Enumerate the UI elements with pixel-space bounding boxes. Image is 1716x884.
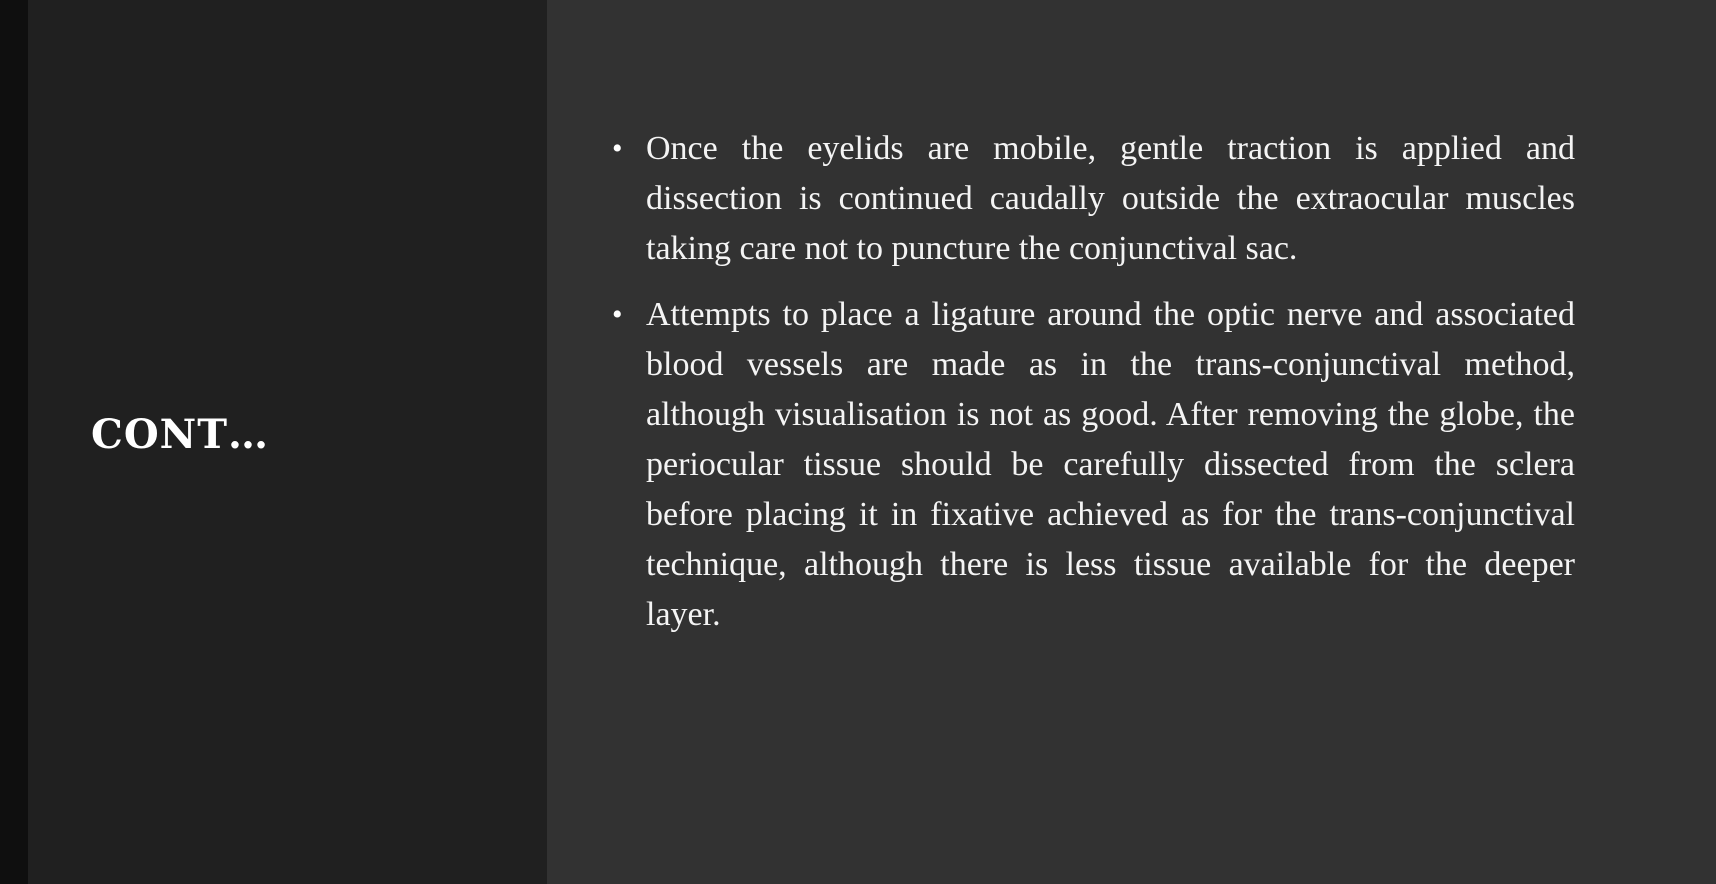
slide-title: CONT…	[91, 411, 270, 458]
bullet-marker: •	[612, 132, 623, 165]
slide-edge-strip	[0, 0, 28, 884]
bullet-list	[608, 124, 1575, 656]
bullet-item	[608, 290, 1575, 640]
bullet-text: Attempts to place a ligature around the optic nerve and associated blood vessels are made as in the trans-conjunctival method, although visualisation is not as good. After removing the globe, the periocular tissue should be carefully dissected from the sclera before placing it in fixative achieved as for the trans-conjunctival technique, although there is less tissue available for the deeper layer.	[646, 296, 1575, 633]
bullet-item	[608, 124, 1575, 274]
bullet-text: Once the eyelids are mobile, gentle traction is applied and dissection is continued caudally outside the extraocular muscles taking care not to puncture the conjunctival sac.	[646, 130, 1575, 267]
bullet-marker: •	[612, 298, 623, 331]
